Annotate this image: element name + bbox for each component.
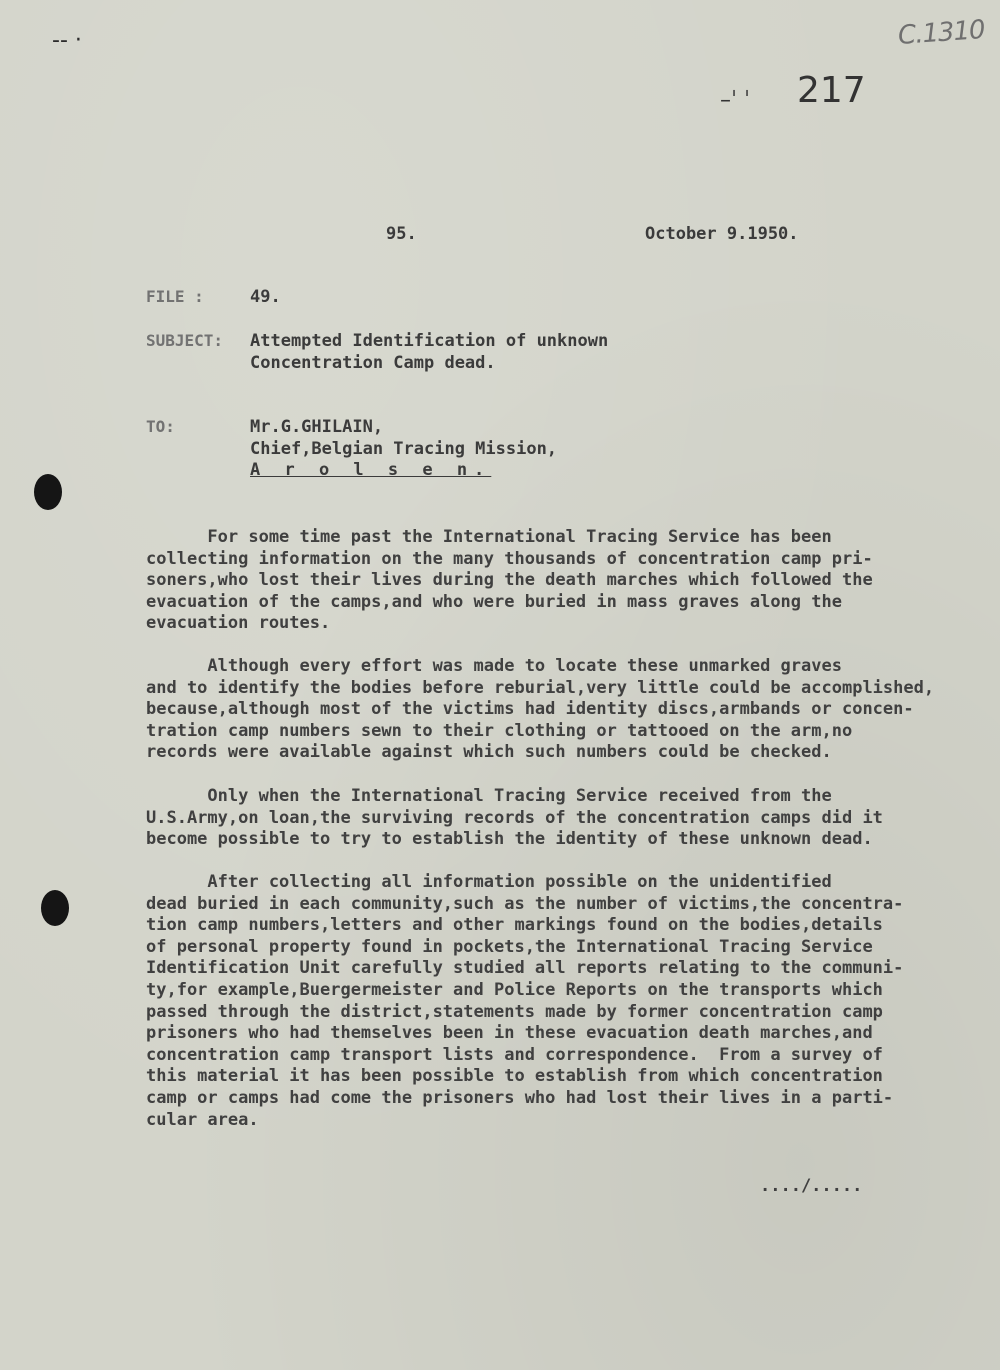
subject-line: Concentration Camp dead. — [250, 352, 496, 373]
margin-scratch-mark: -- · — [52, 28, 82, 53]
subject-line: Attempted Identification of unknown — [250, 331, 609, 351]
recipient-title: Chief,Belgian Tracing Mission, — [250, 438, 558, 459]
recipient-address — [250, 417, 557, 482]
body-paragraph: After collecting all information possible on the unidentified dead buried in each community,such as the number of victims,the concentra- tion camp numbers,letters and other markings found on the bodies,details of personal property found in pockets,the International Tracing Service Identification Unit carefully studied all reports relating to the communi- ty,for example,Buergermeister and Police Reports on the transports which passed through the district,statements made by former concentration camp prisoners who had themselves been in these evacuation death marches,and concentration camp transport lists and correspondence. From a survey of this material it has been possible to establish from which concentration camp or camps had come the prisoners who had lost their lives in a parti- cular area. — [146, 872, 904, 1130]
handwritten-reference-note: C.1310 — [897, 15, 986, 51]
handwritten-pen-mark: –ˈ ˈ — [720, 88, 751, 113]
punch-hole-lower — [41, 890, 69, 926]
handwritten-page-number: 217 — [797, 70, 866, 111]
recipient-label: TO: — [146, 417, 175, 436]
letter-date: October 9.1950. — [645, 224, 799, 244]
body-paragraph: Although every effort was made to locate these unmarked graves and to identify the bodies before reburial,very little could be accomplished, because,although most of the victims had identity discs,armbands or concen- tration camp numbers sewn to their clothing or tattooed on the arm,no records were available against which such numbers could be checked. — [146, 656, 935, 763]
recipient-location: A r o l s e n. — [250, 460, 492, 480]
body-paragraph: For some time past the International Tracing Service has been collecting information on the many thousands of concentration camp pri- soners,who lost their lives during the death marches which followed the evacuation of the camps,and who were buried in mass graves along the evacuation routes. — [146, 527, 873, 634]
continued-marker: ..../..... — [760, 1176, 863, 1196]
recipient-name: Mr.G.GHILAIN, — [250, 417, 384, 437]
body-paragraph: Only when the International Tracing Service received from the U.S.Army,on loan,the surviving records of the concentration camps did it become possible to try to establish the identity of these unknown dead. — [146, 786, 883, 850]
subject-text — [250, 331, 608, 374]
subject-label: SUBJECT: — [146, 331, 224, 350]
punch-hole-upper — [34, 474, 62, 510]
file-label: FILE : — [146, 287, 204, 306]
letter-number: 95. — [386, 224, 417, 244]
file-number: 49. — [250, 287, 281, 307]
